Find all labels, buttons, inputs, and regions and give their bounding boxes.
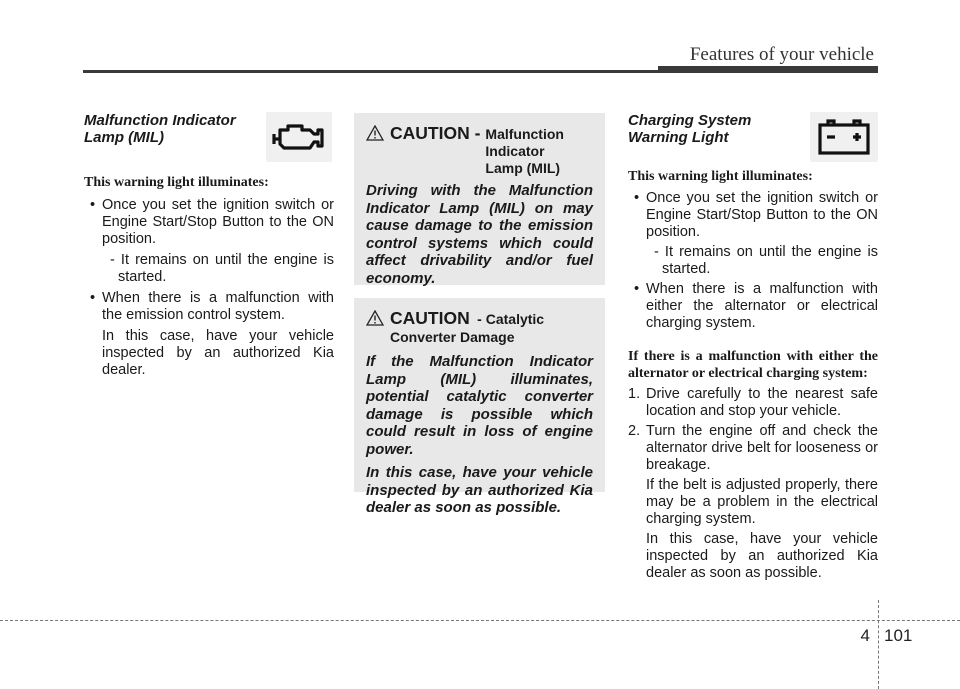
charging-step-1-text: Drive carefully to the nearest safe location and stop your vehicle. — [646, 386, 878, 419]
charging-step-1: 1. Drive carefully to the nearest safe location and stop your vehicle. — [628, 386, 878, 419]
caution-title-line1: Malfunction — [485, 126, 564, 142]
charging-bullet-1: • Once you set the ignition switch or Engine Start/Stop Button to the ON position. — [634, 190, 878, 240]
caution-title — [485, 126, 564, 177]
caution-body-2: In this case, have your vehicle inspected by an authorized Kia dealer as soon as possible. — [366, 464, 593, 516]
charging-step-2-note-2: In this case, have your vehicle inspected by an authorized Kia dealer as soon as possible. — [646, 531, 878, 581]
charging-step-2: 2. Turn the engine off and check the alternator drive belt for looseness or breakage. — [628, 423, 878, 473]
charging-bullet-1-text: Once you set the ignition switch or Engine Start/Stop Button to the ON position. — [646, 190, 878, 240]
right-column — [628, 112, 878, 582]
mil-lead: This warning light illuminates: — [84, 175, 269, 190]
mil-heading-line2: Lamp (MIL) — [84, 129, 164, 146]
mil-bullet-2-note: In this case, have your vehicle inspected by an authorized Kia dealer. — [102, 328, 334, 378]
charging-heading-line1: Charging System — [628, 112, 752, 129]
charging-heading-line2: Warning Light — [628, 129, 729, 146]
charging-bullet-1-dash: - It remains on until the engine is started. — [654, 244, 878, 277]
header-rule-accent — [658, 66, 878, 73]
caution-label: CAUTION - — [390, 123, 481, 143]
page-number: 101 — [884, 626, 913, 645]
caution-title-line1: - Catalytic — [477, 311, 545, 327]
charging-bullet-2: • When there is a malfunction with either the alternator or electrical charging system. — [634, 281, 878, 331]
caution-title-line3: Lamp (MIL) — [485, 160, 561, 176]
mil-bullet-1: • Once you set the ignition switch or Engine Start/Stop Button to the ON position. — [90, 197, 334, 247]
mil-heading — [84, 112, 334, 146]
footer-rule — [0, 620, 960, 621]
charging-step-2-note-1: If the belt is adjusted properly, there may be a problem in the electrical charging system. — [646, 477, 878, 527]
caution-body: If the Malfunction Indicator Lamp (MIL) illuminates, potential catalytic converter damage is possible which could result in loss of engine power. — [366, 353, 593, 458]
caution-header — [366, 123, 593, 177]
caution-body: Driving with the Malfunction Indicator Lamp (MIL) on may cause damage to the emission control systems which could affect drivability and/or fuel economy. — [366, 182, 593, 287]
left-column — [84, 112, 334, 379]
mil-bullet-1-text: Once you set the ignition switch or Engine Start/Stop Button to the ON position. — [102, 197, 334, 247]
mil-bullet-2-text: When there is a malfunction with the emission control system. — [102, 290, 334, 323]
charging-heading — [628, 112, 878, 146]
charging-bullet-2-text: When there is a malfunction with either the alternator or electrical charging system. — [646, 281, 878, 331]
mil-bullet-1-dash: - It remains on until the engine is started. — [110, 252, 334, 285]
running-header: Features of your vehicle — [689, 44, 874, 65]
warning-triangle-icon — [366, 310, 384, 326]
charging-step-2-text: Turn the engine off and check the alternator drive belt for looseness or breakage. — [646, 423, 878, 473]
footer-divider — [878, 600, 879, 689]
mil-heading-line1: Malfunction Indicator — [84, 112, 236, 129]
charging-lead: This warning light illuminates: — [628, 169, 813, 184]
caution-header — [366, 308, 593, 345]
charging-lead-2: If there is a malfunction with either the alternator or electrical charging system: — [628, 349, 878, 381]
mil-bullet-2: • When there is a malfunction with the emission control system. — [90, 290, 334, 323]
caution-box-mil — [354, 113, 605, 285]
caution-title-line2: Converter Damage — [390, 329, 515, 345]
caution-title-line2: Indicator — [485, 143, 545, 159]
chapter-number: 4 — [860, 626, 870, 645]
warning-triangle-icon — [366, 125, 384, 141]
caution-box-catalytic — [354, 298, 605, 516]
caution-label: CAUTION — [390, 308, 470, 328]
